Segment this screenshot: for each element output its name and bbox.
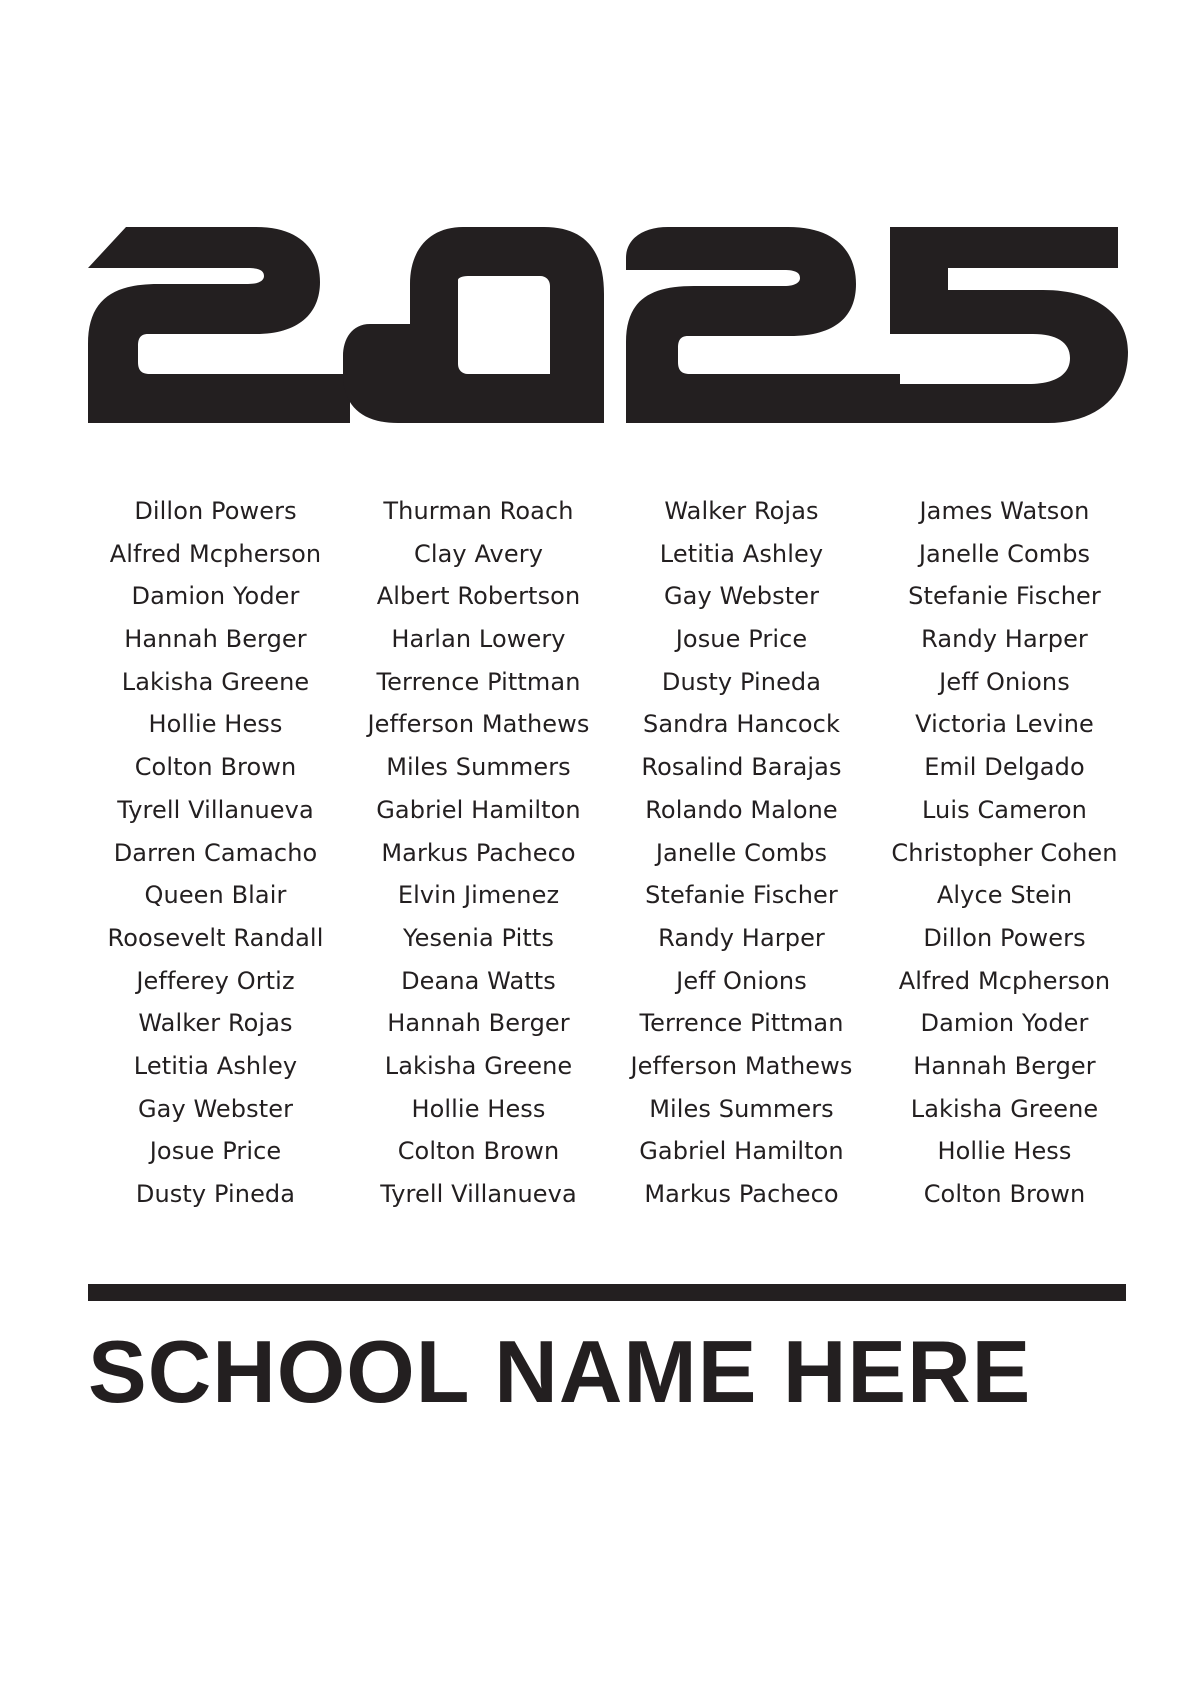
name-item: Colton Brown (134, 753, 297, 782)
name-item: Jeff Onions (939, 667, 1070, 696)
name-item: Roosevelt Randall (107, 923, 324, 952)
names-column-3 (610, 490, 873, 1216)
year-digit-2 (88, 227, 350, 423)
name-item: Gabriel Hamilton (376, 795, 581, 824)
name-item: Dusty Pineda (661, 667, 822, 696)
year-digit-0 (343, 227, 604, 423)
name-item: Hollie Hess (148, 710, 283, 739)
name-item: Queen Blair (144, 881, 287, 910)
name-item: Tyrell Villanueva (117, 795, 314, 824)
name-item: Hannah Berger (387, 1009, 570, 1038)
name-item: Stefanie Fischer (645, 881, 838, 910)
name-item: Randy Harper (921, 625, 1088, 654)
year-logo (88, 224, 1128, 428)
name-item: Tyrell Villanueva (380, 1180, 577, 1208)
name-item: Colton Brown (397, 1137, 560, 1166)
name-item: Lakisha Greene (384, 1051, 573, 1080)
name-item: Janelle Combs (918, 539, 1091, 568)
name-item: Josue Price (675, 625, 808, 654)
name-item: Lakisha Greene (121, 667, 310, 696)
names-grid (84, 490, 1136, 1216)
name-item: Damion Yoder (920, 1009, 1089, 1038)
name-item: Alfred Mcpherson (109, 539, 322, 568)
name-item: Albert Robertson (376, 582, 581, 611)
name-item: Stefanie Fischer (908, 582, 1101, 611)
name-item: Gay Webster (137, 1094, 294, 1123)
name-item: Hannah Berger (913, 1051, 1096, 1080)
name-item: Jefferey Ortiz (136, 966, 295, 995)
name-item: Jefferson Mathews (630, 1051, 853, 1080)
name-item: Miles Summers (649, 1094, 834, 1123)
name-item: Jefferson Mathews (367, 710, 590, 739)
names-column-4 (873, 490, 1136, 1216)
name-item: Luis Cameron (921, 795, 1087, 824)
name-item: Victoria Levine (915, 710, 1094, 739)
name-item: Sandra Hancock (643, 710, 840, 739)
name-item: Dillon Powers (923, 923, 1086, 952)
name-item: Yesenia Pitts (403, 923, 554, 952)
name-item: Jeff Onions (676, 966, 807, 995)
name-item: Miles Summers (386, 753, 571, 782)
name-item: Gabriel Hamilton (639, 1137, 844, 1166)
name-item: Gay Webster (663, 582, 820, 611)
name-item: Emil Delgado (924, 753, 1085, 782)
name-item: Terrence Pittman (376, 667, 581, 696)
name-item: Harlan Lowery (391, 625, 566, 654)
name-item: Darren Camacho (113, 838, 318, 867)
name-item: Dillon Powers (134, 497, 297, 525)
divider-bar (88, 1284, 1126, 1301)
name-item: Letitia Ashley (659, 539, 824, 568)
name-item: Walker Rojas (664, 497, 819, 525)
name-item: Hollie Hess (411, 1094, 546, 1123)
name-item: Hollie Hess (937, 1137, 1072, 1166)
name-item: Alyce Stein (936, 881, 1073, 910)
name-item: Rolando Malone (645, 795, 838, 824)
name-item: Clay Avery (413, 539, 543, 568)
name-item: Deana Watts (401, 966, 556, 995)
name-item: Alfred Mcpherson (898, 966, 1111, 995)
name-item: Hannah Berger (124, 625, 307, 654)
year-digit-5 (808, 227, 1128, 423)
name-item: Dusty Pineda (135, 1180, 296, 1208)
name-item: Damion Yoder (131, 582, 300, 611)
name-item: Terrence Pittman (639, 1009, 844, 1038)
name-item: Colton Brown (923, 1180, 1086, 1208)
name-item: Janelle Combs (655, 838, 828, 867)
name-item: Josue Price (149, 1137, 282, 1166)
name-item: Elvin Jimenez (397, 881, 560, 910)
name-item: Rosalind Barajas (641, 753, 842, 782)
names-column-2 (347, 490, 610, 1216)
name-item: Markus Pacheco (381, 838, 576, 867)
name-item: Randy Harper (658, 923, 825, 952)
name-item: Letitia Ashley (133, 1051, 298, 1080)
names-column-1 (84, 490, 347, 1216)
name-item: Lakisha Greene (910, 1094, 1099, 1123)
name-item: Walker Rojas (138, 1009, 293, 1038)
school-name: SCHOOL NAME HERE (88, 1322, 1032, 1421)
name-item: Thurman Roach (383, 497, 574, 525)
name-item: Christopher Cohen (891, 838, 1118, 867)
name-item: Markus Pacheco (644, 1180, 839, 1208)
name-item: James Watson (919, 497, 1090, 525)
